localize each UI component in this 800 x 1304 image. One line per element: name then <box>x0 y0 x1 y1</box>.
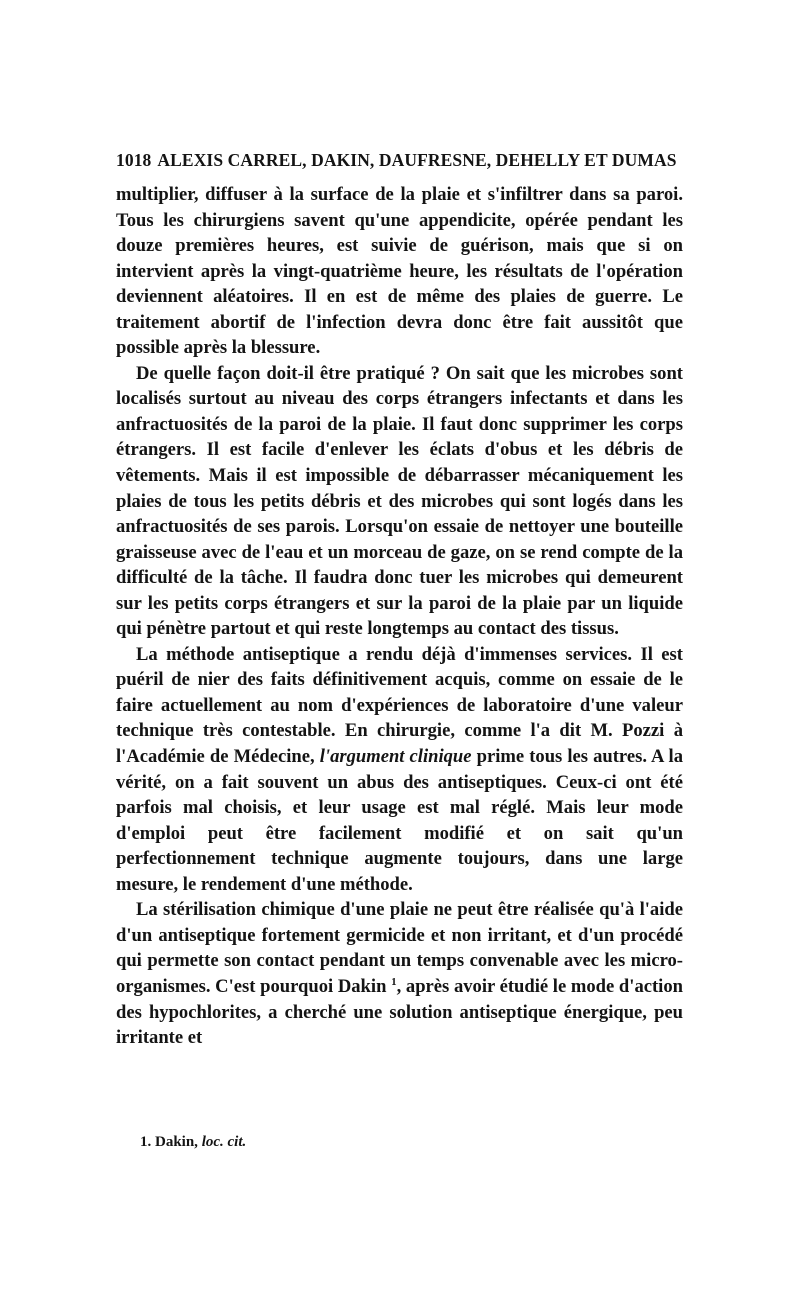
footnote-marker: 1 <box>391 975 397 988</box>
page-number: 1018 <box>116 150 152 170</box>
paragraph-2: De quelle façon doit-il être pratiqué ? On sait que les microbes sont localisés surtout au niveau des corps étrangers infectants et dans les anfractuosités de la paroi de la plaie. Il faut donc supprimer les corps étrangers. Il est facile d'enlever les éclats d'obus et les débris de vêtements. Mais il est impossible de débarrasser mécaniquement les plaies de tous les petits débris et des microbes qui sont logés dans les anfractuosités de ses parois. Lorsqu'on essaie de nettoyer une bouteille graisseuse avec de l'eau et un morceau de gaze, on se rend compte de la difficulté de la tâche. Il faudra donc tuer les microbes qui demeurent sur les petits corps étrangers et sur la paroi de la plaie par un liquide qui pénètre partout et qui reste longtemps au contact des tissus. <box>116 362 683 640</box>
paragraph-4-text-after: , après avoir étudié le mode d'action des hypochlorites, a cherché une solution antiseptique énergique, peu irritante et <box>116 975 683 1049</box>
footnote-number: 1. <box>140 1134 152 1150</box>
footnote <box>140 1134 246 1151</box>
body-text <box>116 182 683 1051</box>
paragraph-1: multiplier, diffuser à la surface de la plaie et s'infiltrer dans sa paroi. Tous les chirurgiens savent qu'une appendicite, opérée pendant les douze premières heures, est suivie de guérison, mais que si on intervient après la vingt-quatrième heure, les résultats de l'opération deviennent aléatoires. Il en est de même des plaies de guerre. Le traitement abortif de l'infection devra donc être fait aussitôt que possible après la blessure. <box>116 184 683 359</box>
paragraph-3-italic-phrase: l'argument clinique <box>319 746 472 768</box>
paragraph-4-text-before: La stérilisation chimique d'une plaie ne peut être réalisée qu'à l'aide d'un antiseptique fortement germicide et non irritant, et d'un procédé qui permette son contact pendant un temps convenable avec les micro-organismes. C'est pourquoi Dakin <box>116 899 683 997</box>
footnote-ref: loc. cit. <box>201 1134 247 1150</box>
paragraph-4 <box>116 897 683 1050</box>
footnote-name: Dakin, <box>155 1134 198 1150</box>
paragraph-3-text-before: La méthode antiseptique a rendu déjà d'immenses services. Il est puéril de nier des faits définitivement acquis, comme on essaie de le faire actuellement au nom d'expériences de laboratoire d'une valeur technique très contestable. En chirurgie, comme l'a dit M. Pozzi à l'Académie de Médecine, <box>116 643 683 768</box>
running-head-authors: ALEXIS CARREL, DAKIN, DAUFRESNE, DEHELLY ET DUMAS <box>157 150 677 170</box>
running-head <box>116 150 686 171</box>
paragraph-3 <box>116 642 683 897</box>
paragraph-3-text-after: prime tous les autres. A la vérité, on a fait souvent un abus des antiseptiques. Ceux-ci ont été parfois mal choisis, et leur usage est mal réglé. Mais leur mode d'emploi peut être facilement modifié et on sait qu'un perfectionnement technique augmente toujours, dans une large mesure, le rendement d'une méthode. <box>116 746 683 895</box>
